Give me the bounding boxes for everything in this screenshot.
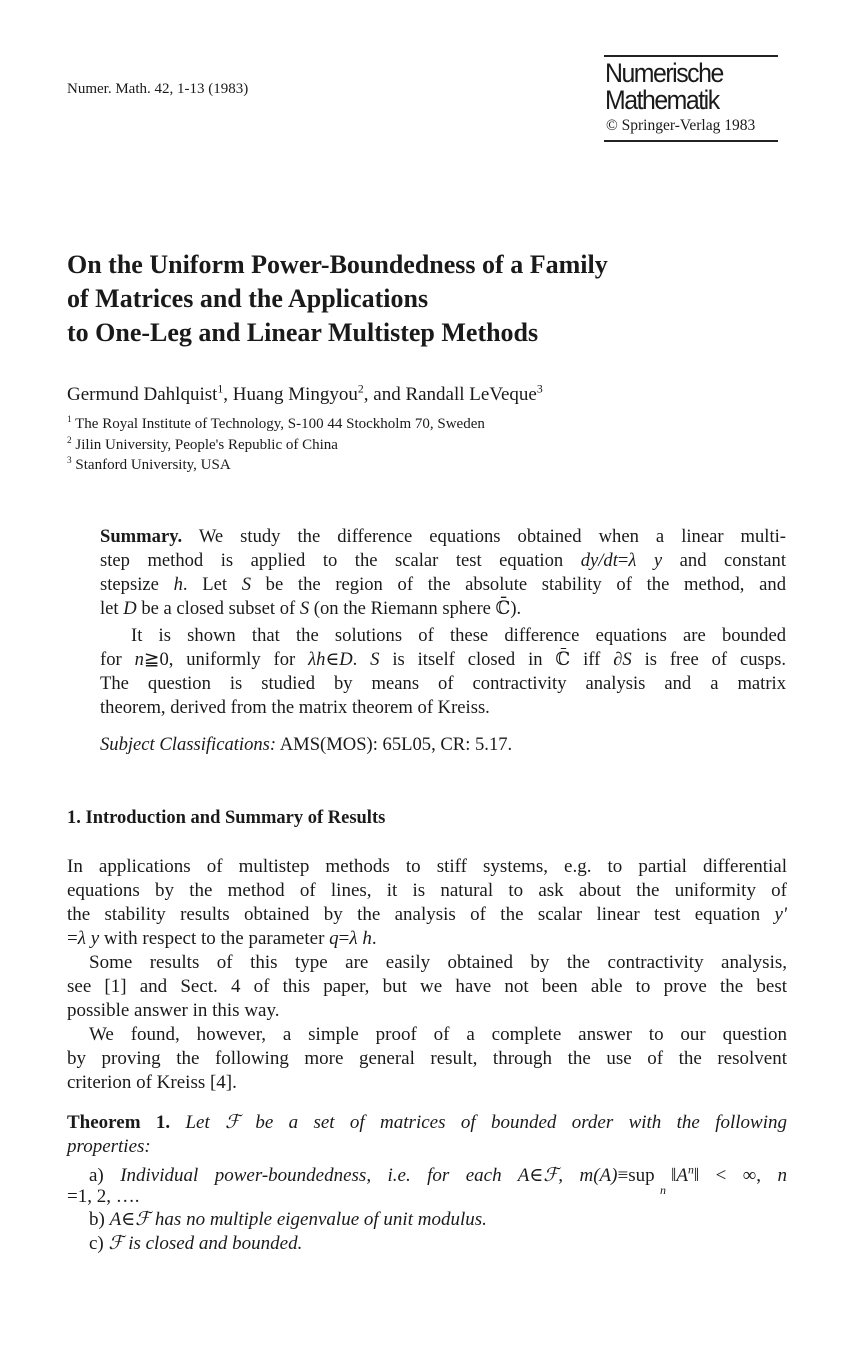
theorem-condition-c [67,1232,787,1256]
journal-rule-top [604,55,778,57]
text-segment: is free of cusps. [631,649,786,670]
intro-line [67,1071,787,1095]
text-segment: = [338,928,350,949]
text-segment: by proving the following more general result, through the use of the resolvent [67,1048,787,1069]
text-segment: and constant [662,550,786,571]
superscript: n [687,1164,694,1177]
text-segment: a) [89,1165,121,1186]
intro-line [67,951,787,975]
text-segment: , and Randall LeVeque [363,384,537,405]
text-segment: is itself closed in ℂ̄ iff [379,649,614,670]
text-segment: Jilin University, People's Republic of China [71,437,338,453]
text-segment: y' [774,904,787,925]
text-segment: n [134,649,144,670]
text-segment: for [100,649,135,670]
superscript: 3 [536,382,543,396]
text-segment: The Royal Institute of Technology, S-100 44 Stockholm 70, Sweden [71,416,485,432]
intro-line [67,879,787,903]
affiliation [67,455,231,479]
text-segment: ∈ [325,649,340,670]
sup-subscript: n [660,1183,666,1197]
text-segment: AMS(MOS): 65L05, CR: 5.17. [276,734,513,755]
superscript: 3 [67,456,72,466]
text-segment: let [100,598,124,619]
text-segment: ≧0, uniformly for [143,649,309,670]
summary-line [100,573,786,597]
text-segment: =1, 2, …. [67,1186,140,1207]
text-segment: D [123,598,137,619]
intro-line [67,999,787,1023]
text-segment: We found, however, a simple proof of a complete answer to our question [89,1024,787,1045]
text-segment: . Let [182,574,242,595]
text-segment: n [777,1165,787,1186]
text-segment: step method is applied to the scalar test equation [100,550,581,571]
journal-name-line2: Mathematik [605,85,719,115]
text-segment: In applications of multistep methods to stiff systems, e.g. to partial differential [67,856,787,877]
citation: Numer. Math. 42, 1-13 (1983) [67,81,249,97]
subject-classifications [100,733,786,757]
superscript: 1 [217,382,224,396]
text-segment: = [67,928,78,949]
text-segment: criterion of Kreiss [4]. [67,1072,237,1093]
text-segment: Stanford University, USA [71,457,231,473]
theorem-line [67,1111,787,1135]
text-segment: Theorem 1. [67,1112,171,1133]
text-segment: with respect to the parameter [99,928,330,949]
paper-title-line: of Matrices and the Applications [67,284,429,313]
summary-line [100,696,786,720]
text-segment: λ y [77,928,100,949]
text-segment: . [371,928,377,949]
text-segment: A [676,1165,688,1186]
text-segment: . [352,649,371,670]
section-heading: 1. Introduction and Summary of Results [67,808,386,828]
intro-line [67,855,787,879]
text-segment: λ y [628,550,663,571]
theorem-condition-a-cont [67,1185,787,1209]
summary-line [100,624,786,648]
copyright: © Springer-Verlag 1983 [606,117,756,134]
text-segment: q [329,928,339,949]
intro-line [67,1023,787,1047]
superscript: 2 [357,382,364,396]
text-segment: b) [89,1209,110,1230]
text-segment: D [339,649,353,670]
text-segment: theorem, derived from the matrix theorem of Kreiss. [100,697,490,718]
text-segment: c) [89,1233,109,1254]
text-segment: S [370,649,380,670]
text-segment: Subject Classifications: [100,734,277,755]
intro-line [67,975,787,999]
text-segment: ≡sup ‖ [617,1165,677,1186]
text-segment: We study the difference equations obtained when a linear multi- [182,526,786,547]
text-segment: dy/dt [580,550,618,571]
text-segment: Some results of this type are easily obtained by the contractivity analysis, [89,952,787,973]
theorem-line [67,1135,787,1159]
summary-line [100,672,786,696]
text-segment: possible answer in this way. [67,1000,280,1021]
authors [67,383,543,407]
text-segment: , Huang Mingyou [223,384,358,405]
intro-line [67,1047,787,1071]
text-segment: ℱ is closed and bounded. [108,1233,303,1254]
summary-line [100,597,786,621]
superscript: 2 [67,436,72,446]
intro-line [67,927,787,951]
text-segment: λh [308,649,326,670]
text-segment: be the region of the absolute stability of the method, and [250,574,786,595]
intro-line [67,903,787,927]
journal-rule-bottom [604,140,778,142]
text-segment: The question is studied by means of contractivity analysis and a matrix [100,673,786,694]
summary-line [100,549,786,573]
text-segment: be a closed subset of [136,598,300,619]
theorem-condition-b [67,1208,787,1232]
text-segment: equations by the method of lines, it is natural to ask about the uniformity of [67,880,787,901]
text-segment: the stability results obtained by the analysis of the scalar linear test equation [67,904,775,925]
text-segment: h [173,574,183,595]
text-segment: Germund Dahlquist [67,384,218,405]
text-segment: see [1] and Sect. 4 of this paper, but we have not been able to prove the best [67,976,787,997]
text-segment: Let ℱ be a set of matrices of bounded order with the following [170,1112,787,1133]
paper-title-line: to One-Leg and Linear Multistep Methods [67,318,539,347]
summary-line [100,525,786,549]
text-segment: Summary. [100,526,183,547]
journal-name-line1: Numerische [605,58,723,88]
text-segment: stepsize [100,574,174,595]
text-segment: S [299,598,310,619]
text-segment: S [241,574,251,595]
text-segment: It is shown that the solutions of these difference equations are bounded [131,625,786,646]
text-segment: properties: [67,1136,151,1157]
superscript: 1 [67,415,72,425]
text-segment: Individual power-boundedness, i.e. for each A∈ℱ, m(A) [120,1165,618,1186]
text-segment: ∂S [613,649,632,670]
paper-title-line: On the Uniform Power-Boundedness of a Family [67,250,608,279]
text-segment: A∈ℱ has no multiple eigenvalue of unit modulus. [109,1209,487,1230]
text-segment: = [617,550,629,571]
text-segment: (on the Riemann sphere ℂ̄). [309,598,522,619]
text-segment: ‖ < ∞, [693,1165,778,1186]
text-segment: λ h [349,928,372,949]
summary-line [100,648,786,672]
